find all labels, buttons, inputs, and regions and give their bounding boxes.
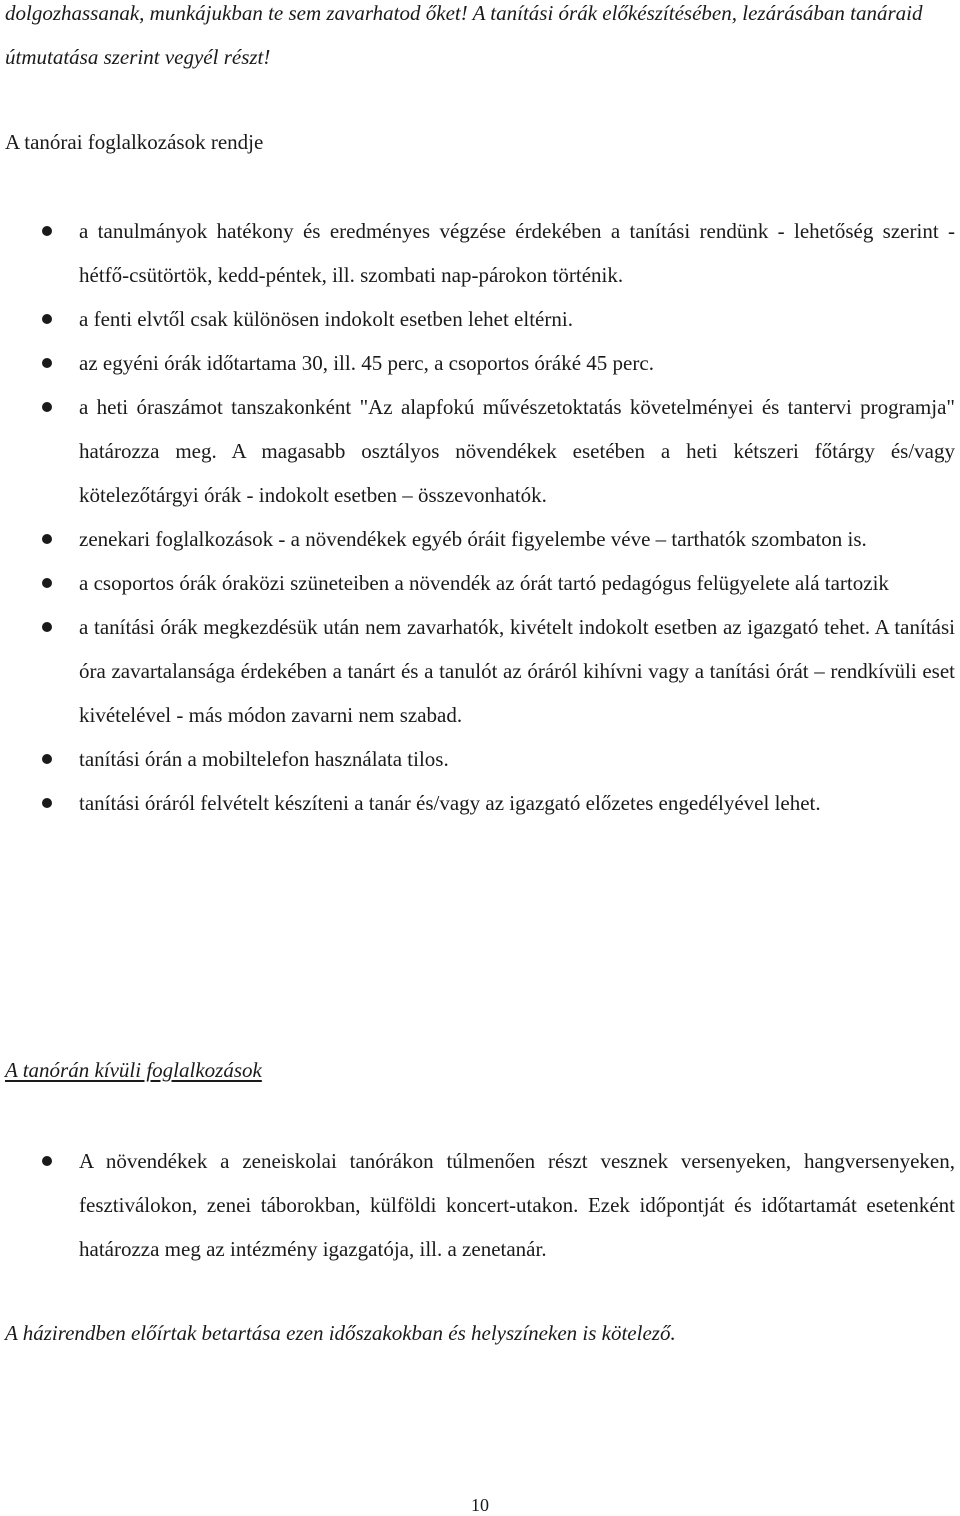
- list-item: a tanítási órák megkezdésük után nem zavarhatók, kivételt indokolt esetben az igazgató tehet. A tanítási óra zavartalansága érdekében a tanárt és a tanulót az óráról kihívni vagy a tanítási órát – rendkívüli eset kivételével - más módon zavarni nem szabad.: [0, 605, 960, 737]
- closing-statement: A házirendben előírtak betartása ezen időszakokban és helyszíneken is kötelező.: [5, 1321, 676, 1345]
- list-item: a tanulmányok hatékony és eredményes végzése érdekében a tanítási rendünk - lehetőség szerint - hétfő-csütörtök, kedd-péntek, ill. szombati nap-párokon történik.: [0, 209, 960, 297]
- bullet-icon: [42, 534, 52, 544]
- section-heading-tanorai: A tanórai foglalkozások rendje: [5, 130, 264, 154]
- intro-paragraph: dolgozhassanak, munkájukban te sem zavarhatod őket! A tanítási órák előkészítésében, lezárásában tanáraid útmutatása szerint vegyél részt!: [5, 1, 923, 69]
- list-item: a fenti elvtől csak különösen indokolt esetben lehet eltérni.: [0, 297, 960, 341]
- bullet-icon: [42, 402, 52, 412]
- list-item: zenekari foglalkozások - a növendékek egyéb óráit figyelembe véve – tarthatók szombaton is.: [0, 517, 960, 561]
- bullet-icon: [42, 754, 52, 764]
- list-item: a heti óraszámot tanszakonként "Az alapfokú művészetoktatás követelményei és tantervi programja" határozza meg. A magasabb osztályos növendékek esetében a heti kétszeri főtárgy és/vagy kötelezőtárgyi órák - indokolt esetben – összevonhatók.: [0, 385, 960, 517]
- list-item: az egyéni órák időtartama 30, ill. 45 perc, a csoportos óráké 45 perc.: [0, 341, 960, 385]
- list-item: tanítási órán a mobiltelefon használata tilos.: [0, 737, 960, 781]
- bullet-icon: [42, 798, 52, 808]
- list-item: tanítási óráról felvételt készíteni a tanár és/vagy az igazgató előzetes engedélyével lehet.: [0, 781, 960, 825]
- page-number: 10: [471, 1495, 489, 1515]
- bullet-icon: [42, 622, 52, 632]
- list-item: A növendékek a zeneiskolai tanórákon túlmenően részt vesznek versenyeken, hangversenyeken, fesztiválokon, zenei táborokban, külföldi koncert-utakon. Ezek időpontját és időtartamát esetenként határozza meg az intézmény igazgatója, ill. a zenetanár.: [0, 1139, 960, 1271]
- list-item: a csoportos órák óraközi szüneteiben a növendék az órát tartó pedagógus felügyelete alá tartozik: [0, 561, 960, 605]
- tanoran-kivuli-list: [0, 1139, 960, 1271]
- section-heading-tanoran-kivuli: A tanórán kívüli foglalkozások: [5, 1058, 262, 1082]
- bullet-icon: [42, 358, 52, 368]
- bullet-icon: [42, 1156, 52, 1166]
- bullet-icon: [42, 578, 52, 588]
- bullet-icon: [42, 314, 52, 324]
- tanorai-rules-list: [0, 209, 960, 825]
- bullet-icon: [42, 226, 52, 236]
